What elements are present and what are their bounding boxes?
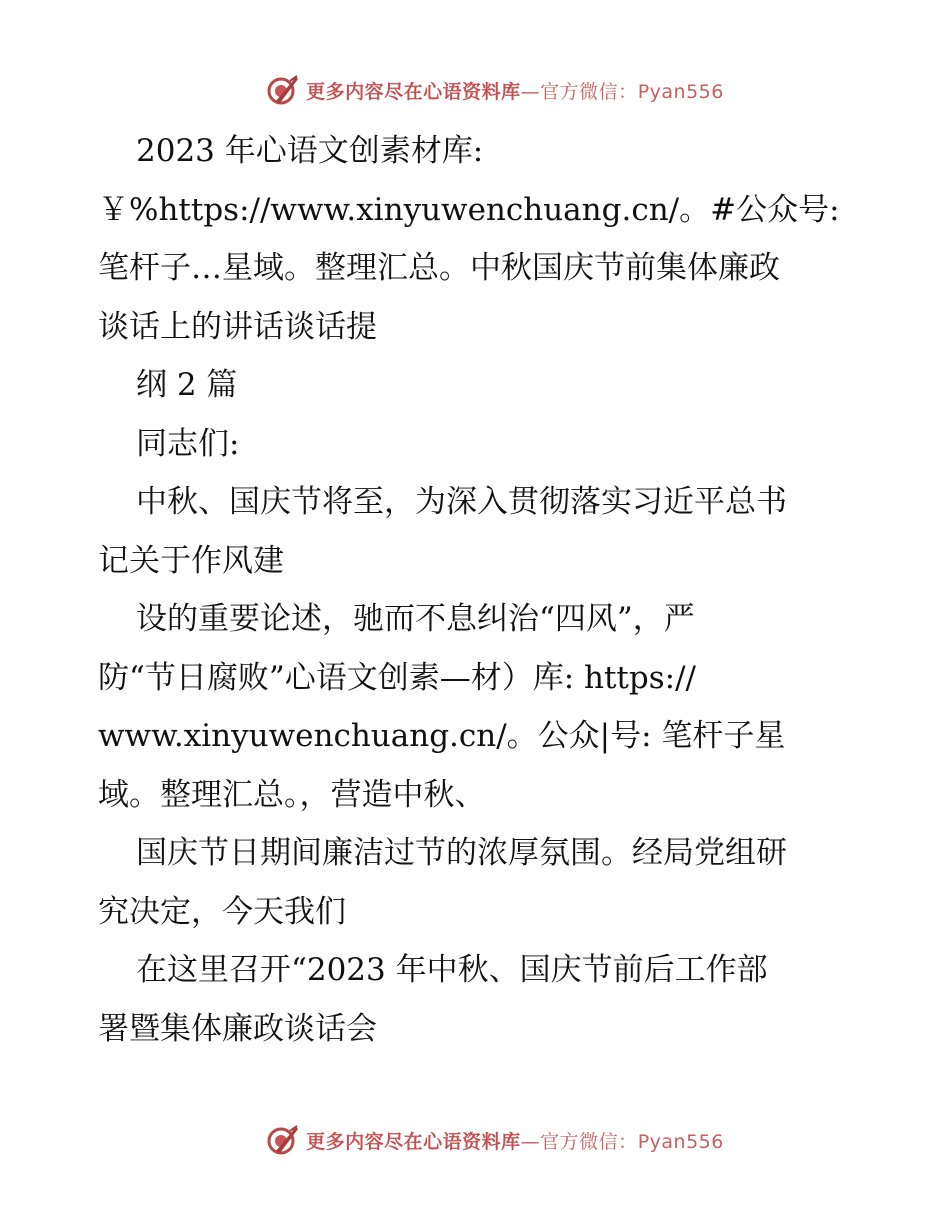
body-line: 中秋、国庆节将至，为深入贯彻落实习近平总书 bbox=[136, 484, 787, 520]
body-line: ￥%https://www.xinyuwenchuang.cn/。#公众号: bbox=[98, 191, 840, 228]
document-body bbox=[98, 122, 858, 1058]
body-line: 笔杆子…星域。整理汇总。中秋国庆节前集体廉政 bbox=[98, 250, 780, 286]
body-line: 纲 2 篇 bbox=[136, 367, 238, 403]
header-brand-text: 更多内容尽在心语资料库 bbox=[306, 80, 521, 103]
body-line: 设的重要论述，驰而不息纠治“四风”，严 bbox=[136, 601, 695, 637]
quill-logo-icon bbox=[266, 73, 300, 107]
header-wechat-id: Pyan556 bbox=[637, 80, 724, 103]
footer-wechat-label: 官方微信： bbox=[540, 1130, 638, 1153]
body-line: 国庆节日期间廉洁过节的浓厚氛围。经局党组研 bbox=[136, 835, 787, 871]
footer-banner-text bbox=[306, 1127, 724, 1154]
header-dash: — bbox=[520, 80, 541, 103]
footer-banner-content bbox=[266, 1123, 724, 1157]
body-line: www.xinyuwenchuang.cn/。公众|号: 笔杆子星 bbox=[98, 718, 786, 754]
footer-banner bbox=[0, 1120, 950, 1160]
body-line: 署暨集体廉政谈话会 bbox=[98, 1010, 377, 1047]
footer-dash: — bbox=[520, 1130, 541, 1153]
body-line: 究决定，今天我们 bbox=[98, 893, 346, 930]
body-line: 防“节日腐败”心语文创素—材）库: https:// bbox=[98, 659, 696, 696]
body-line: 在这里召开“2023 年中秋、国庆节前后工作部 bbox=[136, 952, 768, 988]
body-line: 谈话上的讲话谈话提 bbox=[98, 308, 377, 345]
footer-brand-text: 更多内容尽在心语资料库 bbox=[306, 1130, 521, 1153]
body-line: 同志们: bbox=[136, 425, 240, 462]
body-line: 记关于作风建 bbox=[98, 542, 284, 579]
footer-wechat-id: Pyan556 bbox=[637, 1130, 724, 1153]
body-line: 2023 年心语文创素材库: bbox=[136, 133, 484, 169]
header-wechat-label: 官方微信： bbox=[540, 80, 638, 103]
header-banner bbox=[0, 70, 950, 110]
header-banner-content bbox=[266, 73, 724, 107]
header-banner-text bbox=[306, 77, 724, 104]
body-line: 域。整理汇总。，营造中秋、 bbox=[98, 776, 486, 813]
quill-logo-icon bbox=[266, 1123, 300, 1157]
